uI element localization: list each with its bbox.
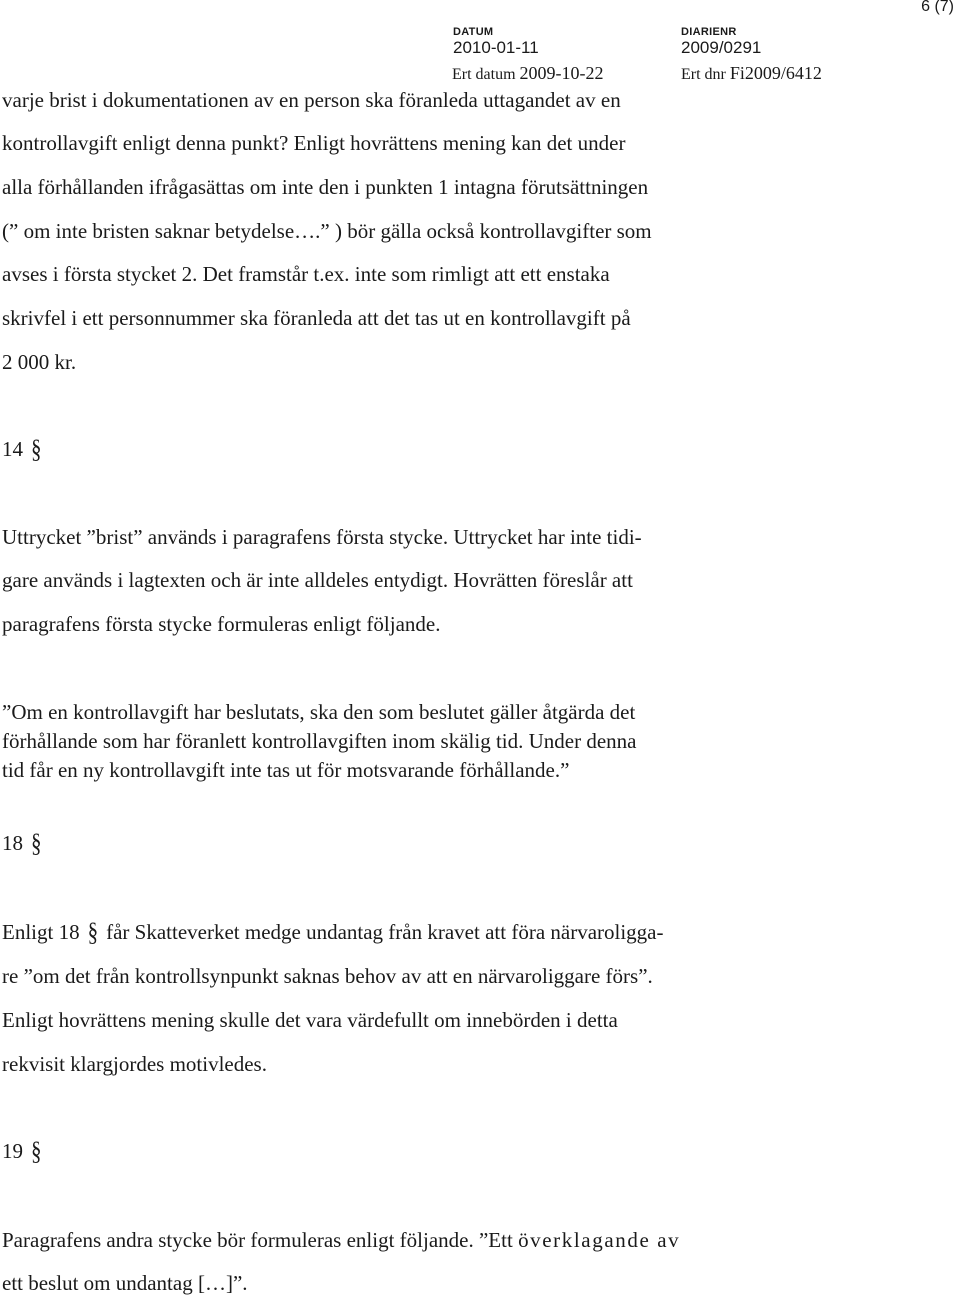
section-symbol: § [31, 827, 42, 858]
text-segment-spaced: överklagande av [518, 1228, 681, 1252]
reference-label: DIARIENR [681, 26, 737, 38]
section-number: 14 [2, 437, 23, 461]
section-symbol: § [87, 916, 99, 947]
body-line: paragrafens första stycke formuleras enligt följande. [2, 612, 441, 636]
body-line: varje brist i dokumentationen av en person ska föranleda uttagandet av en [2, 88, 621, 112]
body-line: rekvisit klargjordes motivledes. [2, 1052, 267, 1076]
quote-line: tid får en ny kontrollavgift inte tas ut för motsvarande förhållande.” [2, 758, 570, 782]
text-segment: Paragrafens andra stycke bör formuleras enligt följande. ”Ett [2, 1228, 519, 1252]
section-symbol: § [31, 1135, 42, 1166]
text-segment: får Skatteverket medge undantag från kravet att föra närvaroligga- [106, 920, 664, 944]
date-label: DATUM [453, 26, 494, 38]
section-heading-19 [2, 1135, 42, 1166]
their-reference-value: Fi2009/6412 [729, 63, 822, 83]
their-date [452, 63, 604, 84]
date-value: 2010-01-11 [453, 38, 539, 57]
page-number: 6 (7) [921, 0, 954, 15]
their-reference [681, 63, 822, 84]
body-line: Uttrycket ”brist” används i paragrafens första stycke. Uttrycket har inte tidi- [2, 525, 642, 549]
body-line: kontrollavgift enligt denna punkt? Enligt hovrättens mening kan det under [2, 131, 626, 155]
body-line: skrivfel i ett personnummer ska föranleda att det tas ut en kontrollavgift på [2, 306, 631, 330]
quote-line: förhållande som har föranlett kontrollavgiften inom skälig tid. Under denna [2, 729, 637, 753]
body-line: alla förhållanden ifrågasättas om inte den i punkten 1 intagna förutsättningen [2, 175, 649, 199]
body-line [2, 916, 664, 947]
body-line: avses i första stycket 2. Det framstår t.ex. inte som rimligt att ett enstaka [2, 262, 610, 286]
section-heading-14 [2, 433, 42, 464]
section-number: 18 [2, 831, 23, 855]
body-line: Enligt hovrättens mening skulle det vara värdefullt om innebörden i detta [2, 1008, 618, 1032]
text-segment: Enligt 18 [2, 920, 80, 944]
body-line: (” om inte bristen saknar betydelse….” ) bör gälla också kontrollavgifter som [2, 219, 652, 243]
their-reference-label: Ert dnr [681, 66, 726, 83]
their-date-label: Ert datum [452, 66, 516, 83]
section-heading-18 [2, 827, 42, 858]
section-symbol: § [31, 433, 42, 464]
section-number: 19 [2, 1139, 23, 1163]
their-date-value: 2009-10-22 [519, 63, 604, 83]
body-line [2, 1228, 680, 1253]
body-line: gare används i lagtexten och är inte alldeles entydigt. Hovrätten föreslår att [2, 568, 633, 592]
body-line: ett beslut om undantag […]”. [2, 1271, 248, 1295]
reference-value: 2009/0291 [681, 38, 762, 57]
quote-line: ”Om en kontrollavgift har beslutats, ska den som beslutet gäller åtgärda det [2, 700, 636, 724]
body-line: re ”om det från kontrollsynpunkt saknas behov av att en närvaroliggare förs”. [2, 964, 653, 988]
body-line: 2 000 kr. [2, 350, 77, 374]
